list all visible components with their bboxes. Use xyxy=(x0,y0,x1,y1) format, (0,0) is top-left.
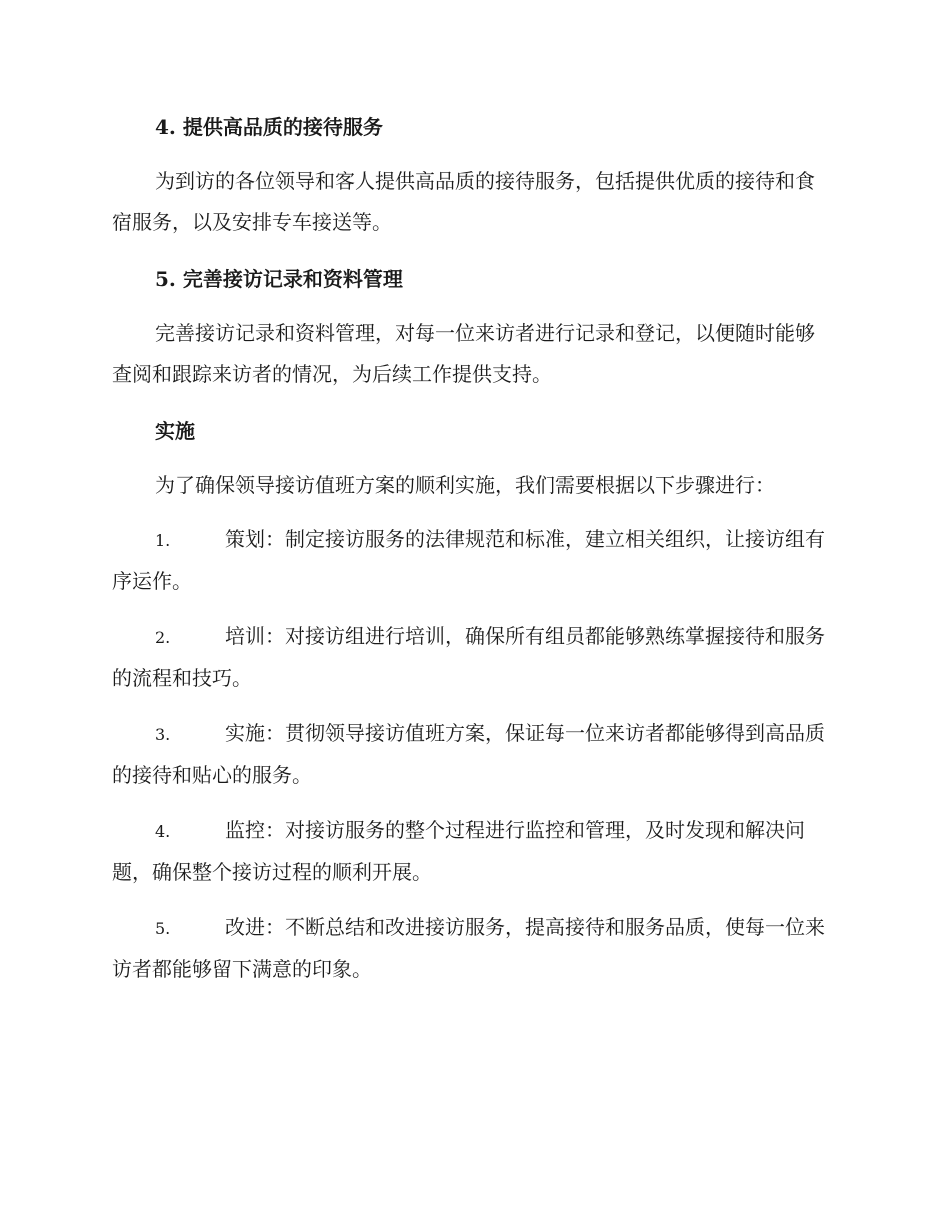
implementation-heading: 实施 xyxy=(155,419,195,443)
step-text: 改进：不断总结和改进接访服务，提高接待和服务品质，使每一位来访者都能够留下满意的印象。 xyxy=(112,915,825,981)
step-item-2 xyxy=(112,616,834,699)
step-text: 实施：贯彻领导接访值班方案，保证每一位来访者都能够得到高品质的接待和贴心的服务。 xyxy=(112,721,825,787)
step-item-4 xyxy=(112,810,834,893)
section-paragraph-5: 完善接访记录和资料管理，对每一位来访者进行记录和登记，以便随时能够查阅和跟踪来访者的情况，为后续工作提供支持。 xyxy=(112,321,815,386)
step-text: 策划：制定接访服务的法律规范和标准，建立相关组织，让接访组有序运作。 xyxy=(112,527,825,593)
step-number: 5. xyxy=(155,919,171,938)
step-number: 1. xyxy=(155,531,171,550)
implementation-intro: 为了确保领导接访值班方案的顺利实施，我们需要根据以下步骤进行： xyxy=(155,473,775,497)
step-number: 4. xyxy=(155,822,171,841)
section-heading-5: 5. 完善接访记录和资料管理 xyxy=(155,267,403,291)
step-number: 3. xyxy=(155,725,171,744)
step-text: 监控：对接访服务的整个过程进行监控和管理，及时发现和解决问题，确保整个接访过程的顺利开展。 xyxy=(112,818,805,884)
step-text: 培训：对接访组进行培训，确保所有组员都能够熟练掌握接待和服务的流程和技巧。 xyxy=(112,624,825,690)
step-item-1 xyxy=(112,519,834,602)
step-item-3 xyxy=(112,713,834,796)
section-heading-4: 4. 提供高品质的接待服务 xyxy=(155,115,383,139)
section-paragraph-4: 为到访的各位领导和客人提供高品质的接待服务，包括提供优质的接待和食宿服务，以及安排专车接送等。 xyxy=(112,169,815,234)
step-number: 2. xyxy=(155,628,171,647)
step-item-5 xyxy=(112,907,834,990)
